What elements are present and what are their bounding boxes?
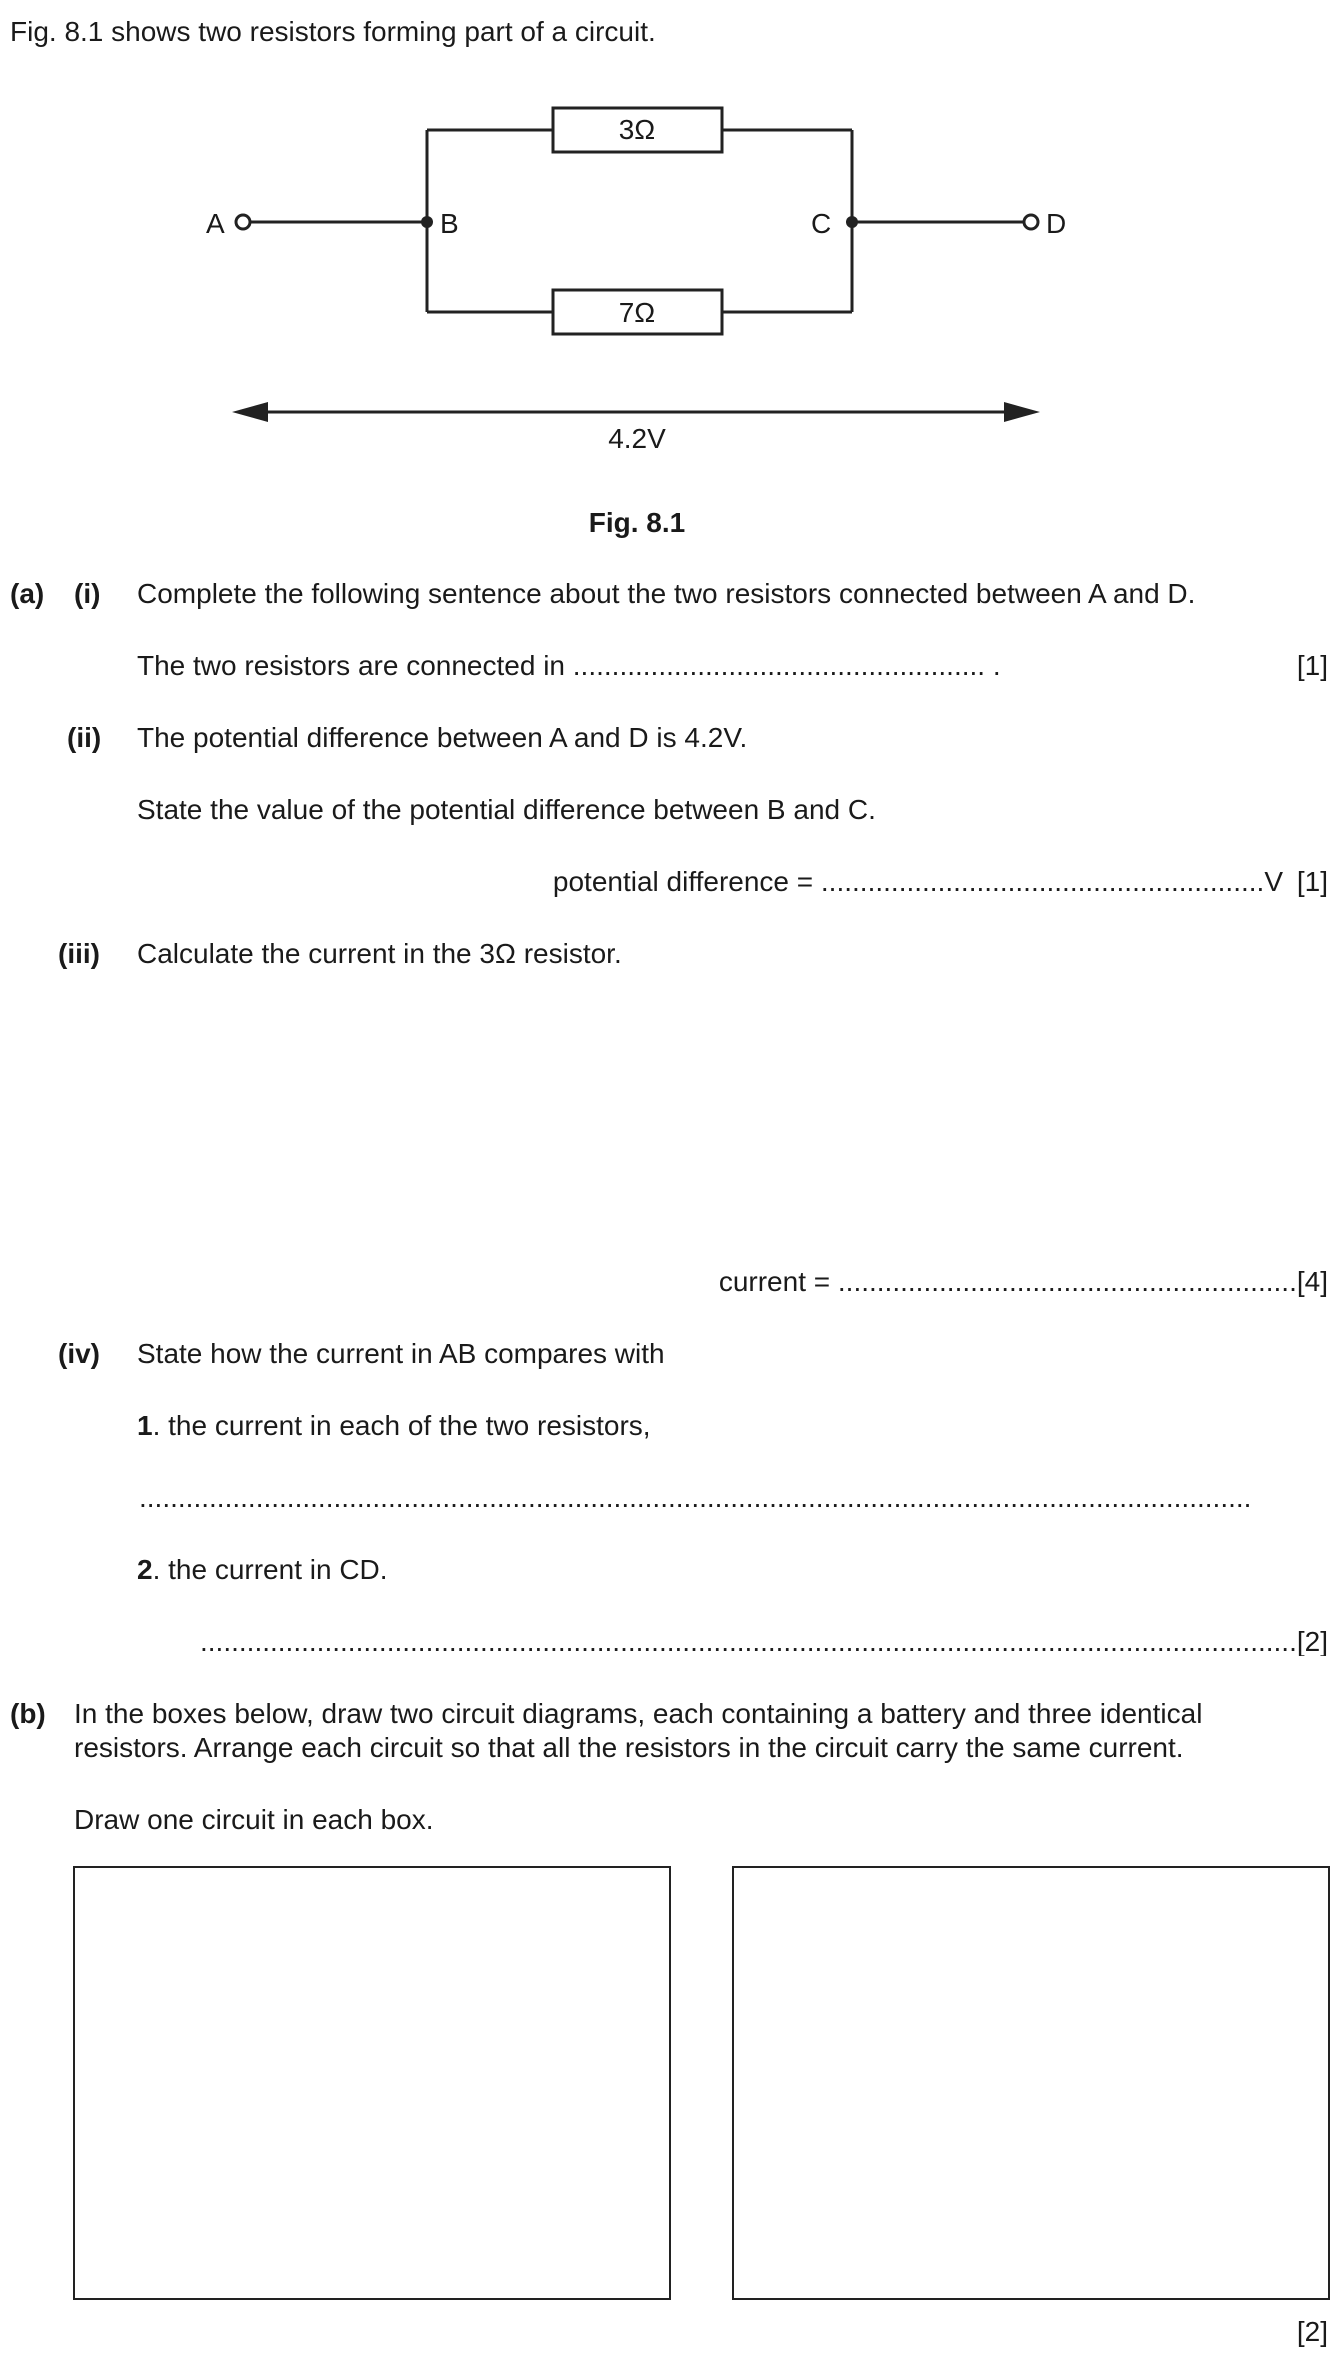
arrowhead-left [232, 402, 268, 422]
terminal-d [1024, 215, 1038, 229]
question-a-iv-item1 [137, 1412, 651, 1440]
part-b-text-line1: In the boxes below, draw two circuit diagrams, each containing a battery and three identical [74, 1698, 1203, 1729]
item1-text: . the current in each of the two resistors, [152, 1410, 651, 1441]
item1-number: 1 [137, 1410, 153, 1441]
marks-a-ii: [1] [1296, 866, 1328, 897]
question-a-i-number: (i) [74, 578, 101, 609]
node-d-label: D [1046, 208, 1067, 239]
part-b-label: (b) [10, 1698, 46, 1729]
drawing-box-right[interactable] [732, 1866, 1330, 2300]
drawing-box-left[interactable] [73, 1866, 671, 2300]
terminal-a [236, 215, 250, 229]
item2-number: 2 [137, 1554, 153, 1585]
question-a-iv-number: (iv) [58, 1338, 100, 1369]
answer-line-a-iii[interactable]: current = ...........................................................[4] [718, 1266, 1328, 1297]
answer-line-a-i[interactable]: The two resistors are connected in ..................................................... . [137, 650, 1001, 681]
node-b-label: B [440, 208, 459, 239]
question-a-i-text: Complete the following sentence about the two resistors connected between A and D. [137, 578, 1196, 609]
part-b-text-line3: Draw one circuit in each box. [74, 1804, 434, 1835]
arrowhead-right [1004, 402, 1040, 422]
answer-line-a-iv-2[interactable]: .............................................................................................................................................[2] [199, 1628, 1328, 1656]
figure-caption: Fig. 8.1 [588, 507, 686, 538]
item2-text: . the current in CD. [152, 1554, 388, 1585]
part-a-label: (a) [10, 578, 45, 609]
part-b-text-line2: resistors. Arrange each circuit so that all the resistors in the circuit carry the same current. [74, 1732, 1184, 1763]
marks-b: [2] [1296, 2316, 1328, 2347]
resistor-top-label: 3Ω [618, 114, 656, 145]
marks-a-i: [1] [1296, 650, 1328, 681]
question-a-iii-text: Calculate the current in the 3Ω resistor. [137, 938, 622, 969]
question-a-ii-number: (ii) [67, 722, 102, 753]
resistor-bottom-label: 7Ω [618, 297, 656, 328]
node-c-label: C [811, 208, 832, 239]
question-a-iv-text: State how the current in AB compares with [137, 1338, 665, 1369]
node-a-label: A [206, 208, 225, 239]
question-a-ii-text1: The potential difference between A and D is 4.2V. [137, 722, 748, 753]
answer-line-a-iv-1[interactable]: ............................................................................................................................................... [139, 1484, 1252, 1512]
answer-line-a-ii[interactable]: potential difference = .........................................................V [552, 866, 1283, 897]
junction-c [846, 216, 858, 228]
voltage-label: 4.2V [608, 423, 666, 454]
circuit-diagram [0, 90, 1343, 570]
junction-b [421, 216, 433, 228]
intro-text: Fig. 8.1 shows two resistors forming part of a circuit. [10, 16, 656, 47]
question-a-ii-text2: State the value of the potential difference between B and C. [137, 794, 876, 825]
question-a-iii-number: (iii) [58, 938, 100, 969]
question-a-iv-item2 [137, 1556, 388, 1584]
